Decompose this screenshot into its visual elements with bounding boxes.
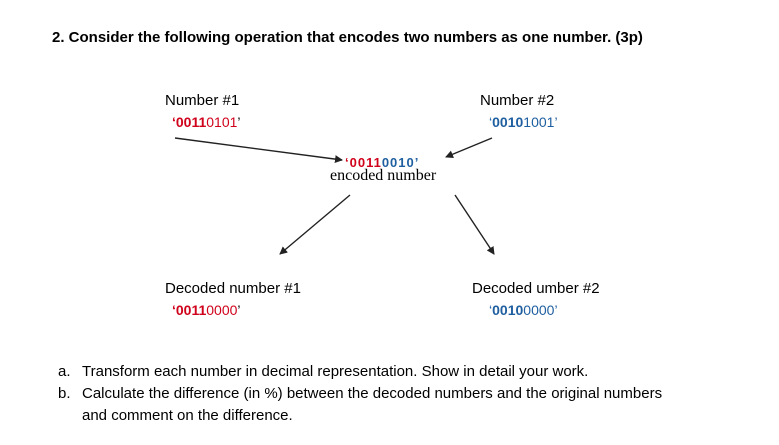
number2-quote-close: ’ bbox=[554, 114, 558, 130]
encoded-low-bits: 0010 bbox=[381, 155, 415, 170]
task-item-a bbox=[58, 361, 662, 383]
arrow-number2-to-encoded bbox=[446, 138, 492, 157]
task-text-b: Calculate the difference (in %) between the decoded numbers and the original numbers bbox=[82, 385, 663, 402]
decoded1-low-bits: 0000 bbox=[206, 302, 238, 318]
arrow-encoded-to-decoded1 bbox=[280, 195, 350, 254]
decoded1-quote-open: ‘ bbox=[172, 302, 176, 318]
number1-label: Number #1 bbox=[165, 92, 240, 109]
decoded1-high-bits: 0011 bbox=[175, 302, 207, 318]
number2-label: Number #2 bbox=[480, 92, 555, 109]
decoded2-binary bbox=[489, 302, 558, 318]
task-text-b-cont: and comment on the difference. bbox=[82, 407, 293, 424]
number1-quote-open: ‘ bbox=[172, 114, 176, 130]
encoded-quote-open: ‘ bbox=[345, 155, 350, 170]
task-list bbox=[58, 361, 662, 427]
decoded2-high-bits: 0010 bbox=[492, 302, 524, 318]
task-item-b bbox=[58, 383, 662, 405]
task-text-a: Transform each number in decimal representation. Show in detail your work. bbox=[82, 363, 589, 380]
task-item-b-cont bbox=[58, 405, 662, 427]
encoded-label: encoded number bbox=[330, 167, 437, 184]
decoded2-quote-close: ’ bbox=[554, 302, 558, 318]
encoded-high-bits: 0011 bbox=[349, 155, 382, 170]
number1-high-bits: 0011 bbox=[175, 114, 207, 130]
number2-quote-open: ‘ bbox=[489, 114, 493, 130]
number1-low-bits: 0101 bbox=[206, 114, 238, 130]
decoded2-quote-open: ‘ bbox=[489, 302, 493, 318]
decoded2-label: Decoded umber #2 bbox=[472, 280, 600, 297]
decoded1-label: Decoded number #1 bbox=[165, 280, 301, 297]
arrow-number1-to-encoded bbox=[175, 138, 342, 160]
decoded2-low-bits: 0000 bbox=[523, 302, 555, 318]
question-title: 2. Consider the following operation that encodes two numbers as one number. (3p) bbox=[52, 29, 643, 46]
number2-high-bits: 0010 bbox=[492, 114, 524, 130]
task-marker-a: a. bbox=[58, 363, 71, 380]
task-marker-b: b. bbox=[58, 385, 71, 402]
decoded1-binary bbox=[172, 302, 241, 318]
decoded1-quote-close: ’ bbox=[237, 302, 241, 318]
number1-quote-close: ’ bbox=[237, 114, 241, 130]
arrow-encoded-to-decoded2 bbox=[455, 195, 494, 254]
encoded-quote-close: ’ bbox=[414, 155, 420, 170]
number2-low-bits: 1001 bbox=[523, 114, 555, 130]
